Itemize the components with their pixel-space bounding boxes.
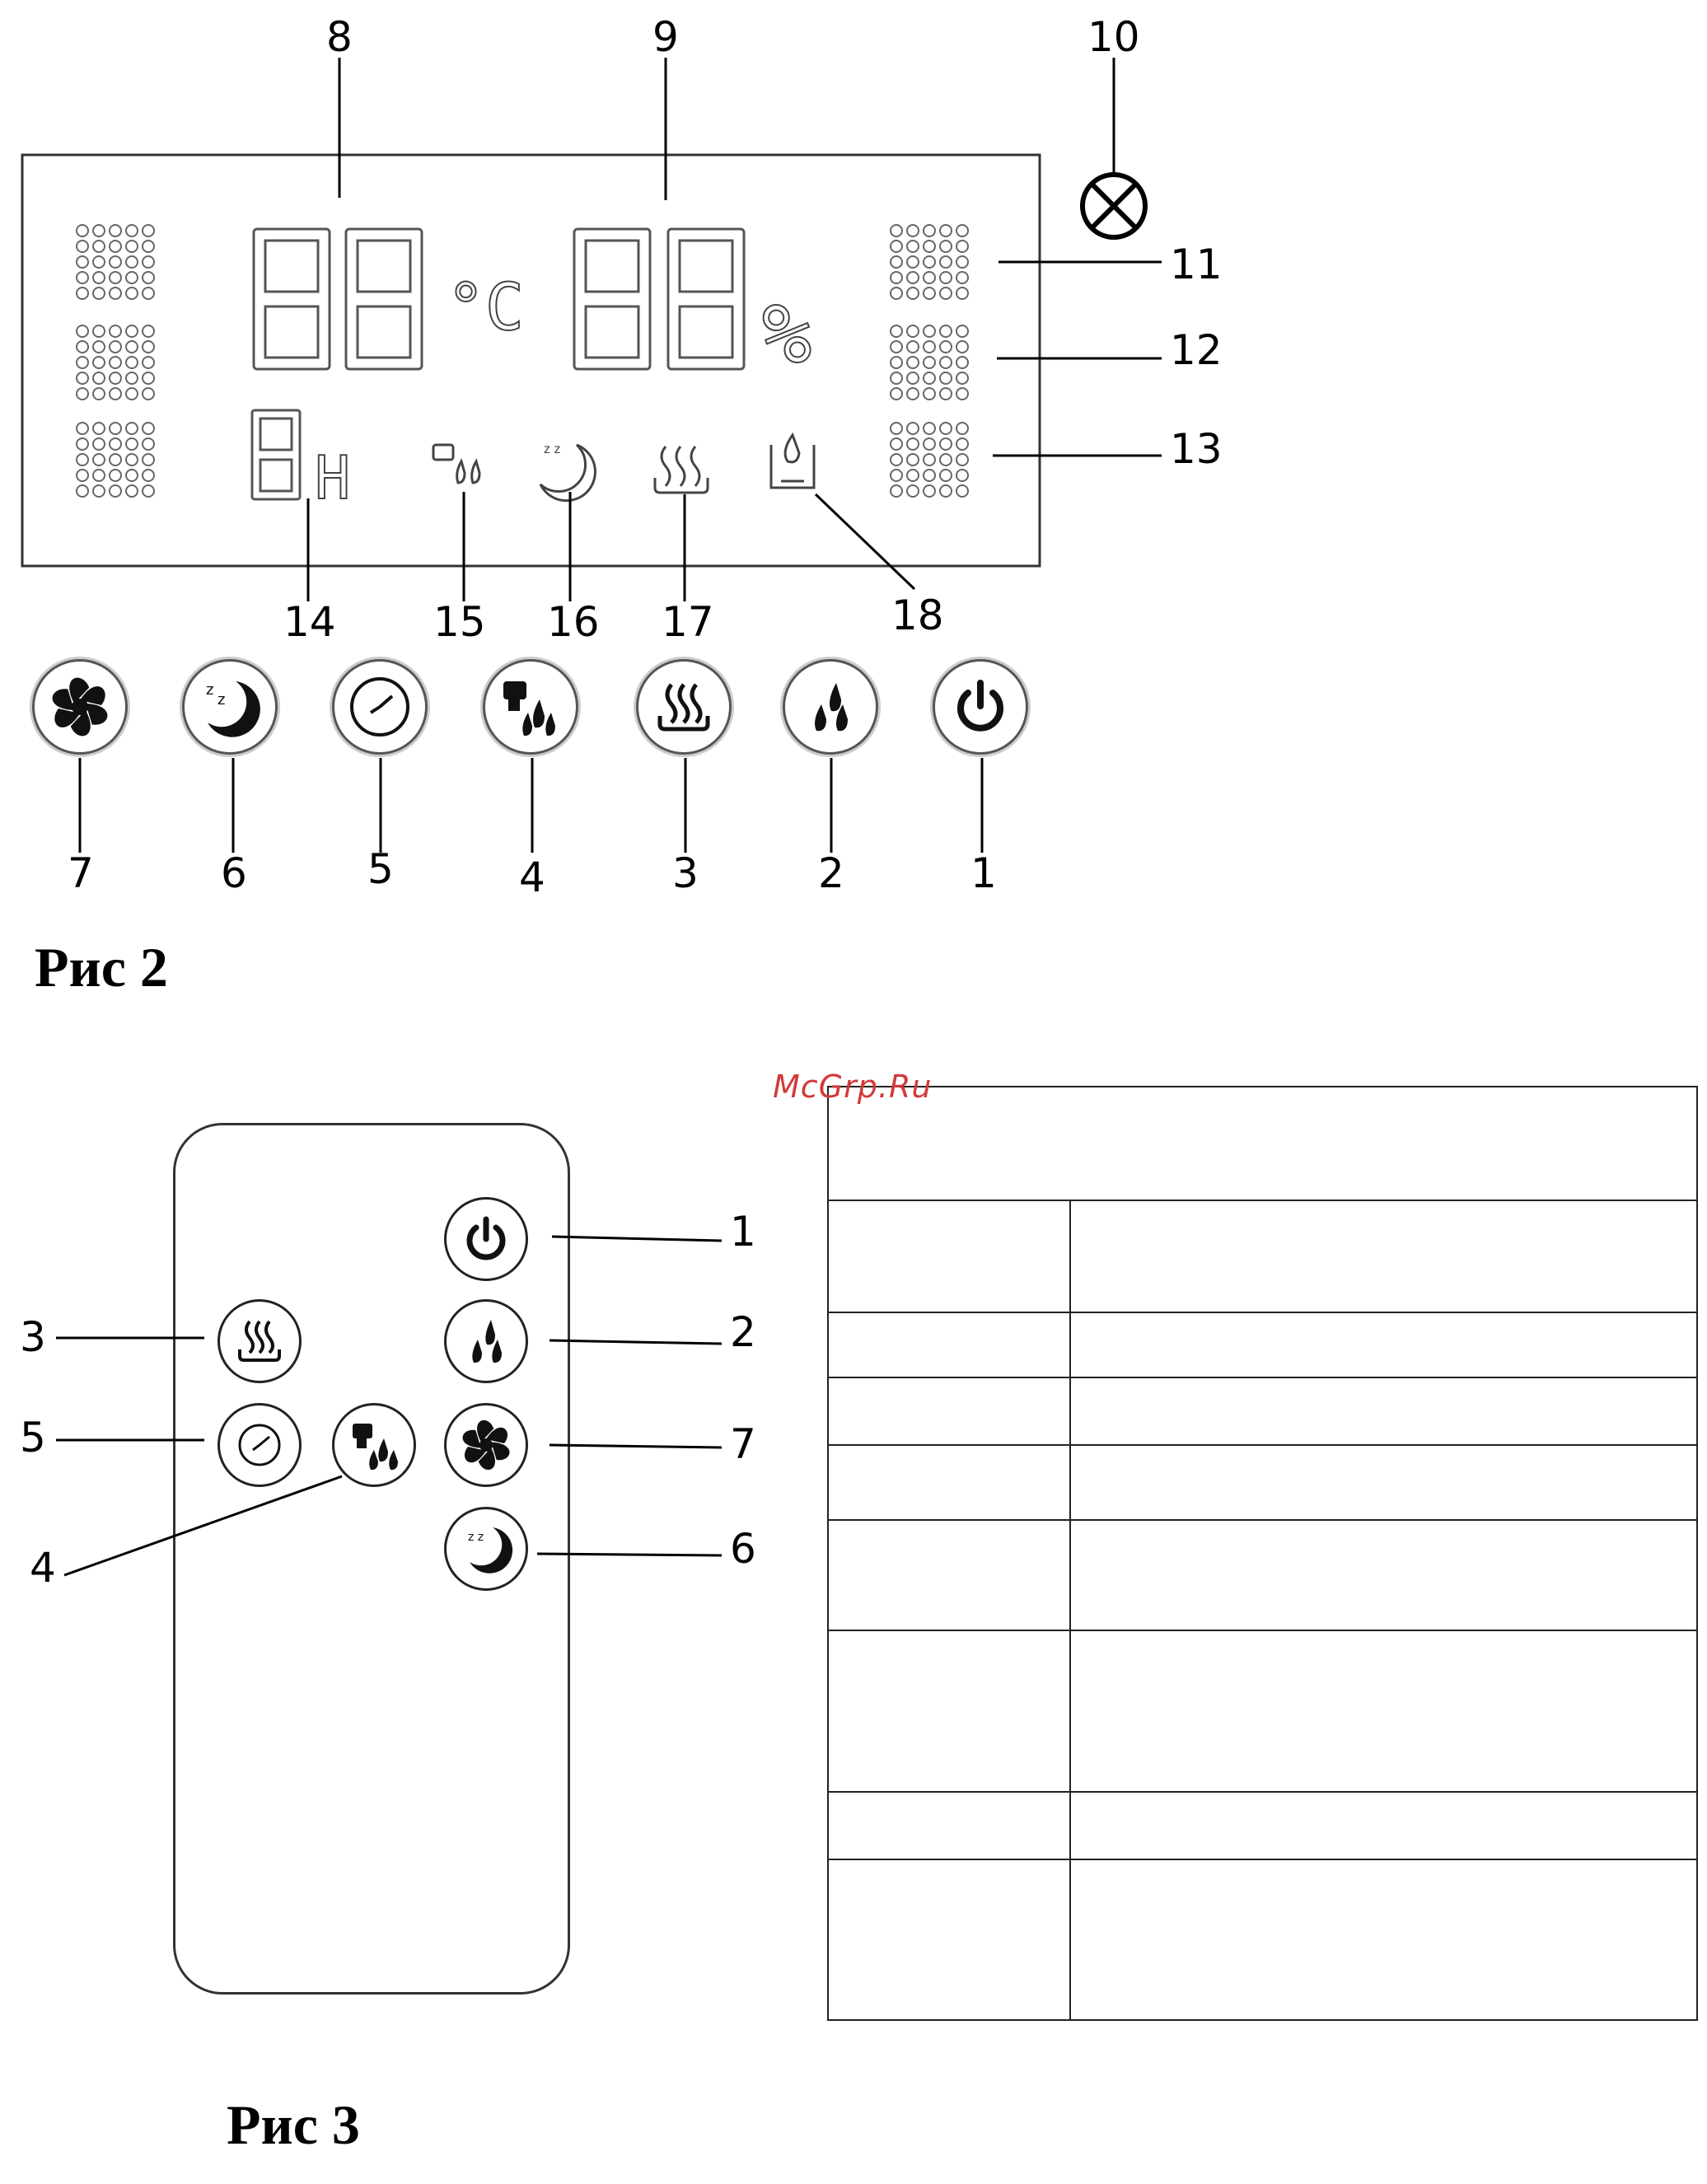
table-cell bbox=[1070, 1792, 1697, 1859]
matrix-dot bbox=[956, 357, 968, 368]
matrix-dot bbox=[77, 485, 88, 497]
matrix-dot bbox=[110, 225, 121, 236]
matrix-dot bbox=[924, 241, 935, 252]
matrix-dot bbox=[907, 388, 919, 400]
matrix-dot bbox=[143, 241, 154, 252]
matrix-dot bbox=[93, 438, 105, 450]
matrix-dot bbox=[126, 225, 138, 236]
matrix-dot bbox=[940, 288, 952, 299]
lcd-heat-icon bbox=[655, 447, 708, 493]
warm-mist-button[interactable] bbox=[636, 659, 732, 755]
remote-callout-1: 1 bbox=[730, 1208, 756, 1256]
matrix-dot bbox=[940, 470, 952, 481]
matrix-dot bbox=[940, 256, 952, 268]
matrix-dot bbox=[126, 485, 138, 497]
callout-7: 7 bbox=[68, 849, 94, 897]
table-cell bbox=[828, 1312, 1070, 1377]
table-cell bbox=[1070, 1312, 1697, 1377]
matrix-dot bbox=[924, 256, 935, 268]
lcd-water-tank-icon bbox=[771, 435, 814, 488]
matrix-dot bbox=[77, 438, 88, 450]
percent-unit: % bbox=[762, 286, 812, 382]
callout-4: 4 bbox=[519, 853, 545, 901]
matrix-dot bbox=[924, 485, 935, 497]
matrix-dot bbox=[110, 388, 121, 400]
matrix-dot bbox=[907, 470, 919, 481]
matrix-dot bbox=[891, 325, 902, 337]
table-cell bbox=[828, 1859, 1070, 2020]
matrix-dot bbox=[907, 341, 919, 353]
matrix-dot bbox=[891, 256, 902, 268]
fan-icon bbox=[35, 662, 125, 752]
matrix-dot bbox=[907, 241, 919, 252]
mist-button[interactable] bbox=[783, 659, 878, 755]
matrix-dot bbox=[110, 485, 121, 497]
matrix-dot bbox=[924, 388, 935, 400]
matrix-dot bbox=[956, 256, 968, 268]
matrix-dot bbox=[956, 485, 968, 497]
matrix-dot bbox=[143, 225, 154, 236]
matrix-dot bbox=[93, 470, 105, 481]
matrix-dot bbox=[940, 357, 952, 368]
remote-callout-6: 6 bbox=[730, 1525, 756, 1573]
sleep-button[interactable] bbox=[182, 659, 278, 755]
callout-3: 3 bbox=[672, 849, 699, 897]
callout-10: 10 bbox=[1087, 13, 1140, 61]
mist-drops-icon bbox=[785, 662, 876, 752]
matrix-dot bbox=[110, 357, 121, 368]
remote-callout-5: 5 bbox=[20, 1414, 46, 1461]
matrix-dot bbox=[891, 485, 902, 497]
callout-11: 11 bbox=[1170, 241, 1223, 288]
matrix-dot bbox=[907, 225, 919, 236]
callout-12: 12 bbox=[1170, 326, 1223, 374]
matrix-dot bbox=[891, 288, 902, 299]
fan-button[interactable] bbox=[32, 659, 128, 755]
matrix-dot bbox=[940, 454, 952, 465]
lcd-sleep-icon bbox=[540, 442, 595, 501]
callout-5: 5 bbox=[367, 845, 394, 893]
matrix-dot bbox=[891, 423, 902, 434]
matrix-dot bbox=[93, 388, 105, 400]
matrix-dot bbox=[143, 423, 154, 434]
table-cell bbox=[1070, 1630, 1697, 1792]
power-icon bbox=[935, 662, 1026, 752]
matrix-dot bbox=[907, 454, 919, 465]
svg-text:z: z bbox=[206, 681, 214, 699]
matrix-dot bbox=[93, 325, 105, 337]
matrix-dot bbox=[93, 341, 105, 353]
matrix-dot bbox=[956, 470, 968, 481]
matrix-dot bbox=[126, 470, 138, 481]
matrix-dot bbox=[907, 288, 919, 299]
matrix-dot bbox=[77, 388, 88, 400]
matrix-dot bbox=[126, 256, 138, 268]
svg-text:z: z bbox=[217, 691, 226, 709]
matrix-dot bbox=[93, 225, 105, 236]
matrix-dot bbox=[93, 357, 105, 368]
callout-14: 14 bbox=[283, 598, 336, 646]
clock-icon bbox=[334, 662, 425, 752]
matrix-dot bbox=[126, 423, 138, 434]
matrix-dot bbox=[126, 454, 138, 465]
matrix-dot bbox=[940, 485, 952, 497]
callout-15: 15 bbox=[433, 598, 486, 646]
callout-9: 9 bbox=[652, 13, 679, 61]
matrix-dot bbox=[143, 372, 154, 384]
matrix-dot bbox=[110, 372, 121, 384]
table-cell bbox=[828, 1445, 1070, 1520]
table-cell bbox=[1070, 1377, 1697, 1445]
matrix-dot bbox=[126, 241, 138, 252]
table-cell bbox=[828, 1630, 1070, 1792]
callout-16: 16 bbox=[547, 598, 600, 646]
matrix-dot bbox=[143, 485, 154, 497]
matrix-dot bbox=[143, 256, 154, 268]
matrix-dot bbox=[143, 272, 154, 283]
warm-mist-icon bbox=[638, 662, 729, 752]
matrix-dot bbox=[77, 241, 88, 252]
figure-3-caption: Рис 3 bbox=[227, 2093, 360, 2156]
matrix-dot bbox=[126, 325, 138, 337]
matrix-dot bbox=[77, 423, 88, 434]
matrix-dot bbox=[77, 470, 88, 481]
callout-13: 13 bbox=[1170, 425, 1223, 473]
matrix-dot bbox=[77, 372, 88, 384]
matrix-dot bbox=[891, 438, 902, 450]
dot-matrix-group bbox=[77, 225, 968, 497]
matrix-dot bbox=[940, 388, 952, 400]
matrix-dot bbox=[93, 241, 105, 252]
table-cell bbox=[1070, 1859, 1697, 2020]
matrix-dot bbox=[77, 357, 88, 368]
table-cell bbox=[1070, 1520, 1697, 1630]
matrix-dot bbox=[126, 288, 138, 299]
temperature-digits bbox=[254, 229, 422, 369]
matrix-dot bbox=[143, 470, 154, 481]
matrix-dot bbox=[143, 288, 154, 299]
matrix-dot bbox=[110, 325, 121, 337]
matrix-dot bbox=[891, 225, 902, 236]
matrix-dot bbox=[126, 341, 138, 353]
matrix-dot bbox=[77, 256, 88, 268]
svg-text:z z: z z bbox=[468, 1531, 484, 1544]
timer-button[interactable] bbox=[332, 659, 428, 755]
watermark: McGrp.Ru bbox=[773, 1069, 933, 1105]
matrix-dot bbox=[110, 470, 121, 481]
matrix-dot bbox=[891, 372, 902, 384]
matrix-dot bbox=[126, 357, 138, 368]
table-cell bbox=[828, 1792, 1070, 1859]
matrix-dot bbox=[940, 372, 952, 384]
matrix-dot bbox=[924, 272, 935, 283]
matrix-dot bbox=[956, 454, 968, 465]
matrix-dot bbox=[93, 485, 105, 497]
matrix-dot bbox=[924, 325, 935, 337]
matrix-dot bbox=[956, 272, 968, 283]
matrix-dot bbox=[93, 454, 105, 465]
matrix-dot bbox=[940, 341, 952, 353]
matrix-dot bbox=[143, 454, 154, 465]
remote-callout-7: 7 bbox=[730, 1420, 756, 1468]
matrix-dot bbox=[143, 388, 154, 400]
callout-8: 8 bbox=[326, 13, 353, 61]
matrix-dot bbox=[110, 438, 121, 450]
matrix-dot bbox=[956, 438, 968, 450]
table-cell bbox=[828, 1200, 1070, 1312]
celsius-unit: °C bbox=[447, 271, 524, 345]
matrix-dot bbox=[956, 372, 968, 384]
matrix-dot bbox=[924, 438, 935, 450]
matrix-dot bbox=[907, 325, 919, 337]
matrix-dot bbox=[93, 372, 105, 384]
matrix-dot bbox=[77, 341, 88, 353]
matrix-dot bbox=[77, 272, 88, 283]
svg-text:z z: z z bbox=[544, 442, 561, 456]
matrix-dot bbox=[940, 225, 952, 236]
matrix-dot bbox=[924, 470, 935, 481]
callout-2: 2 bbox=[818, 849, 844, 897]
matrix-dot bbox=[940, 325, 952, 337]
matrix-dot bbox=[126, 438, 138, 450]
matrix-dot bbox=[956, 423, 968, 434]
callout-18: 18 bbox=[891, 592, 944, 639]
matrix-dot bbox=[77, 225, 88, 236]
matrix-dot bbox=[956, 241, 968, 252]
matrix-dot bbox=[924, 288, 935, 299]
matrix-dot bbox=[110, 341, 121, 353]
timer-unit: H bbox=[315, 443, 351, 512]
timer-digit bbox=[252, 410, 300, 499]
matrix-dot bbox=[77, 288, 88, 299]
matrix-dot bbox=[891, 241, 902, 252]
matrix-dot bbox=[891, 454, 902, 465]
matrix-dot bbox=[924, 372, 935, 384]
matrix-dot bbox=[907, 272, 919, 283]
matrix-dot bbox=[907, 256, 919, 268]
matrix-dot bbox=[907, 438, 919, 450]
matrix-dot bbox=[110, 288, 121, 299]
description-table bbox=[827, 1086, 1698, 2021]
matrix-dot bbox=[110, 241, 121, 252]
leader-lines-fig3 bbox=[0, 1153, 791, 1615]
matrix-dot bbox=[143, 341, 154, 353]
matrix-dot bbox=[891, 470, 902, 481]
matrix-dot bbox=[956, 325, 968, 337]
matrix-dot bbox=[940, 438, 952, 450]
auto-humidity-icon bbox=[485, 662, 576, 752]
remote-callout-3: 3 bbox=[20, 1313, 46, 1361]
matrix-dot bbox=[924, 341, 935, 353]
matrix-dot bbox=[143, 438, 154, 450]
table-cell bbox=[828, 1377, 1070, 1445]
matrix-dot bbox=[93, 256, 105, 268]
matrix-dot bbox=[93, 423, 105, 434]
indicator-lamp-icon bbox=[1083, 175, 1145, 237]
matrix-dot bbox=[940, 241, 952, 252]
lcd-auto-icon bbox=[433, 445, 479, 483]
table-header-cell bbox=[828, 1087, 1697, 1200]
callout-17: 17 bbox=[662, 598, 714, 646]
remote-callout-4: 4 bbox=[30, 1544, 56, 1592]
matrix-dot bbox=[924, 357, 935, 368]
matrix-dot bbox=[126, 272, 138, 283]
matrix-dot bbox=[126, 372, 138, 384]
sleep-moon-icon bbox=[185, 662, 275, 752]
lcd-frame bbox=[22, 155, 1040, 566]
matrix-dot bbox=[956, 388, 968, 400]
table-cell bbox=[1070, 1200, 1697, 1312]
matrix-dot bbox=[93, 272, 105, 283]
callout-6: 6 bbox=[221, 849, 247, 897]
matrix-dot bbox=[77, 454, 88, 465]
matrix-dot bbox=[940, 272, 952, 283]
matrix-dot bbox=[924, 454, 935, 465]
matrix-dot bbox=[891, 272, 902, 283]
matrix-dot bbox=[126, 388, 138, 400]
matrix-dot bbox=[956, 341, 968, 353]
matrix-dot bbox=[143, 325, 154, 337]
power-button[interactable] bbox=[933, 659, 1028, 755]
matrix-dot bbox=[93, 288, 105, 299]
matrix-dot bbox=[77, 325, 88, 337]
matrix-dot bbox=[907, 372, 919, 384]
matrix-dot bbox=[110, 272, 121, 283]
matrix-dot bbox=[956, 288, 968, 299]
humidity-digits bbox=[574, 229, 744, 369]
matrix-dot bbox=[907, 423, 919, 434]
table-cell bbox=[1070, 1445, 1697, 1520]
matrix-dot bbox=[907, 357, 919, 368]
callout-1: 1 bbox=[970, 849, 997, 897]
matrix-dot bbox=[924, 423, 935, 434]
remote-callout-2: 2 bbox=[730, 1308, 756, 1356]
auto-button[interactable] bbox=[483, 659, 578, 755]
matrix-dot bbox=[956, 225, 968, 236]
figure-2-caption: Рис 2 bbox=[35, 936, 168, 998]
matrix-dot bbox=[110, 454, 121, 465]
matrix-dot bbox=[891, 388, 902, 400]
matrix-dot bbox=[891, 341, 902, 353]
matrix-dot bbox=[110, 423, 121, 434]
matrix-dot bbox=[907, 485, 919, 497]
matrix-dot bbox=[940, 423, 952, 434]
control-panel-diagram bbox=[0, 0, 1285, 906]
table-cell bbox=[828, 1520, 1070, 1630]
matrix-dot bbox=[891, 357, 902, 368]
matrix-dot bbox=[924, 225, 935, 236]
matrix-dot bbox=[110, 256, 121, 268]
matrix-dot bbox=[143, 357, 154, 368]
